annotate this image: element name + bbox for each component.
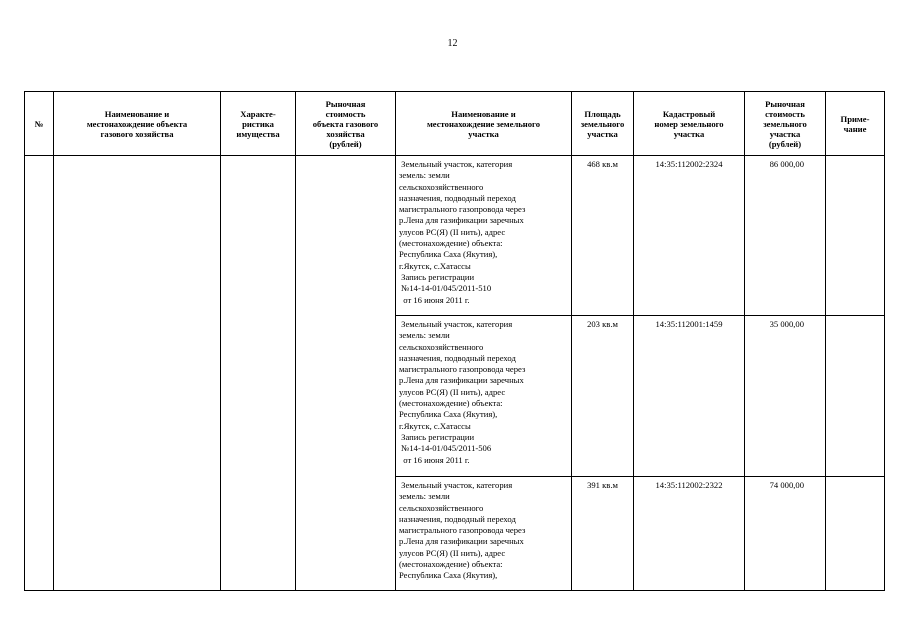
description-line: р.Лена для газификации заречных: [399, 536, 524, 547]
description-line: р.Лена для газификации заречных: [399, 375, 524, 386]
description-line: от 16 июня 2011 г.: [399, 294, 470, 305]
header-line: номер земельного: [654, 118, 724, 129]
description-line: земель: земли: [399, 491, 450, 502]
description-line: г.Якутск, с.Хатассы: [399, 420, 471, 431]
header-line: Рыночная: [765, 98, 805, 109]
header-line: местонахождение объекта: [86, 118, 188, 129]
land-value-cell: 86 000,00: [745, 156, 826, 316]
header-land-value: [745, 92, 826, 156]
header-line: Кадастровый: [662, 108, 716, 119]
description-line: улусов РС(Я) (II нить), адрес: [399, 226, 506, 237]
header-line: Наименование и: [451, 108, 516, 119]
area-cell: 203 кв.м: [572, 316, 634, 477]
land-plot-description: [396, 156, 572, 316]
description-line: земель: земли: [399, 330, 450, 341]
description-line: магистрального газопровода через: [399, 525, 526, 536]
description-line: Республика Саха (Якутия),: [399, 570, 498, 581]
header-line: (рублей): [768, 138, 802, 149]
note-cell: [826, 156, 885, 316]
header-land-plot-name: [396, 92, 572, 156]
description-line: №14-14-01/045/2011-506: [399, 443, 492, 454]
description-line: Земельный участок, категория: [399, 159, 513, 169]
description-line: магистрального газопровода через: [399, 364, 526, 375]
note-cell: [826, 316, 885, 477]
land-value-cell: 74 000,00: [745, 477, 826, 591]
description-line: Республика Саха (Якутия),: [399, 249, 498, 260]
description-line: назначения, подводный переход: [399, 513, 516, 524]
cadastral-number-cell: 14:35:112001:1459: [634, 316, 745, 477]
description-line: улусов РС(Я) (II нить), адрес: [399, 547, 506, 558]
description-line: назначения, подводный переход: [399, 352, 516, 363]
header-line: земельного: [763, 118, 807, 129]
description-line: назначения, подводный переход: [399, 192, 516, 203]
gas-value-cell: [296, 156, 396, 591]
area-cell: 391 кв.м: [572, 477, 634, 591]
description-line: №14-14-01/045/2011-510: [399, 283, 492, 294]
description-line: земель: земли: [399, 170, 450, 181]
header-line: местонахождение земельного: [426, 118, 541, 129]
header-line: имущества: [236, 128, 280, 139]
description-line: Земельный участок, категория: [399, 480, 513, 490]
area-cell: 468 кв.м: [572, 156, 634, 316]
header-line: Рыночная: [325, 98, 366, 109]
page-number: 12: [447, 38, 458, 49]
description-line: Запись регистрации: [399, 431, 475, 442]
header-line: Характе-: [240, 108, 276, 119]
description-line: Республика Саха (Якутия),: [399, 409, 498, 420]
cadastral-number-cell: 14:35:112002:2322: [634, 477, 745, 591]
description-line: сельскохозяйственного: [399, 341, 484, 352]
land-plot-description: [396, 316, 572, 477]
cadastral-number-cell: 14:35:112002:2324: [634, 156, 745, 316]
land-plot-description: [396, 477, 572, 591]
description-line: от 16 июня 2011 г.: [399, 454, 470, 465]
header-line: стоимость: [325, 108, 366, 119]
land-value-cell: 35 000,00: [745, 316, 826, 477]
note-cell: [826, 477, 885, 591]
description-line: сельскохозяйственного: [399, 502, 484, 513]
header-line: Площадь: [584, 108, 621, 119]
header-line: объекта газового: [312, 118, 379, 129]
header-line: участка: [587, 128, 618, 139]
header-line: участка: [673, 128, 705, 139]
description-line: Запись регистрации: [399, 271, 475, 282]
description-line: сельскохозяйственного: [399, 181, 484, 192]
description-line: магистрального газопровода через: [399, 204, 526, 215]
header-line: хозяйства: [326, 128, 365, 139]
header-line: участка: [769, 128, 801, 139]
description-line: Земельный участок, категория: [399, 319, 513, 329]
description-line: р.Лена для газификации заречных: [399, 215, 524, 226]
header-line: земельного: [580, 118, 625, 129]
header-area: [572, 92, 634, 156]
header-line: газового хозяйства: [100, 128, 174, 139]
description-line: (местонахождение) объекта:: [399, 398, 503, 409]
table-row: [25, 156, 885, 316]
header-line: ристика: [242, 118, 274, 129]
description-line: г.Якутск, с.Хатассы: [399, 260, 471, 271]
header-line: Приме-: [840, 113, 870, 124]
header-line: (рублей): [329, 138, 362, 149]
header-note: [826, 92, 885, 156]
header-characteristic: [221, 92, 296, 156]
header-row: [25, 92, 885, 156]
number-cell: [25, 156, 54, 591]
land-registry-table: [24, 91, 885, 591]
characteristic-cell: [221, 156, 296, 591]
header-line: стоимость: [765, 108, 805, 119]
description-line: (местонахождение) объекта:: [399, 238, 503, 249]
description-line: улусов РС(Я) (II нить), адрес: [399, 386, 506, 397]
gas-object-cell: [54, 156, 221, 591]
header-number: [25, 92, 54, 156]
header-gas-object-value: [296, 92, 396, 156]
header-line: №: [34, 118, 44, 129]
header-line: Наименование и: [104, 108, 170, 119]
description-line: (местонахождение) объекта:: [399, 559, 503, 570]
header-gas-object: [54, 92, 221, 156]
header-cadastral-number: [634, 92, 745, 156]
header-line: участка: [468, 128, 499, 139]
header-line: чание: [843, 123, 867, 134]
